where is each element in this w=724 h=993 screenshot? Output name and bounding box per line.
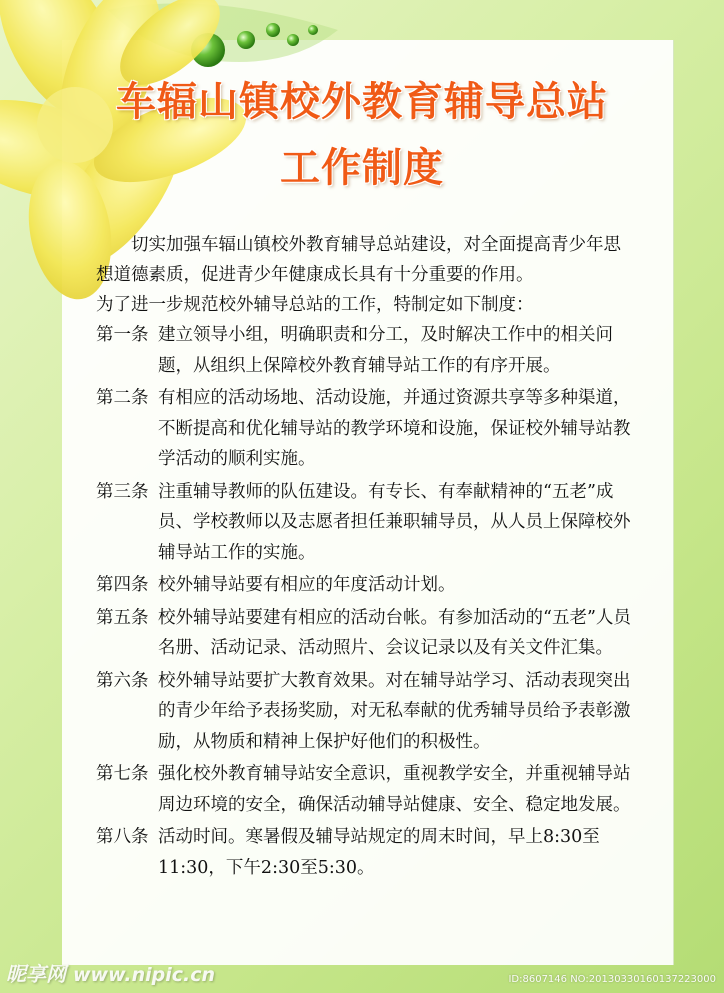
article-number: 第三条 xyxy=(96,481,149,502)
article-number: 第五条 xyxy=(96,607,149,628)
intro-section xyxy=(96,230,638,320)
article-text: 注重辅导教师的队伍建设。有专长、有奉献精神的“五老”成员、学校教师以及志愿者担任兼职辅导员，从人员上保障校外辅导站工作的实施。 xyxy=(158,481,631,563)
article-number: 第一条 xyxy=(96,325,149,345)
article-number: 第六条 xyxy=(96,670,149,691)
intro-paragraph: 切实加强车辐山镇校外教育辅导总站建设，对全面提高青少年思想道德素质，促进青少年健康成长具有十分重要的作用。 xyxy=(96,235,621,285)
article-item xyxy=(96,570,641,601)
article-item xyxy=(96,759,641,820)
article-item xyxy=(96,603,641,664)
article-item xyxy=(96,320,641,381)
image-id-text: ID:8607146 NO:20130330160137223000 xyxy=(508,974,716,985)
articles-list xyxy=(96,320,641,885)
article-item xyxy=(96,666,641,758)
article-number: 第四条 xyxy=(96,575,149,595)
article-number: 第八条 xyxy=(96,827,149,847)
article-text: 有相应的活动场地、活动设施，并通过资源共享等多种渠道，不断提高和优化辅导站的教学环境和设施，保证校外辅导站教学活动的顺利实施。 xyxy=(158,388,631,469)
article-item xyxy=(96,383,641,475)
article-item xyxy=(96,822,641,883)
intro-statement: 为了进一步规范校外辅导总站的工作，特制定如下制度： xyxy=(96,295,534,315)
article-number: 第七条 xyxy=(96,764,149,784)
watermark-brand: 昵享网 xyxy=(6,962,66,986)
article-text: 建立领导小组，明确职责和分工，及时解决工作中的相关问题，从组织上保障校外教育辅导站工作的有序开展。 xyxy=(158,325,613,376)
article-text: 校外辅导站要有相应的年度活动计划。 xyxy=(158,575,456,595)
article-item xyxy=(96,477,641,569)
article-text: 校外辅导站要建有相应的活动台帐。有参加活动的“五老”人员名册、活动记录、活动照片、会议记录以及有关文件汇集。 xyxy=(158,607,631,658)
article-number: 第二条 xyxy=(96,388,149,408)
page-subtitle: 工作制度 xyxy=(280,145,444,191)
watermark-logo xyxy=(6,958,215,987)
article-text: 活动时间。寒暑假及辅导站规定的周末时间，早上8:30至11:30，下午2:30至5:30。 xyxy=(158,827,600,878)
article-text: 强化校外教育辅导站安全意识，重视教学安全，并重视辅导站周边环境的安全，确保活动辅导站健康、安全、稳定地发展。 xyxy=(158,764,631,815)
article-text: 校外辅导站要扩大教育效果。对在辅导站学习、活动表现突出的青少年给予表扬奖励，对无私奉献的优秀辅导员给予表彰激励，从物质和精神上保护好他们的积极性。 xyxy=(158,670,631,752)
watermark-url: www.nipic.cn xyxy=(72,964,216,986)
page-title: 车辐山镇校外教育辅导总站 xyxy=(116,79,608,125)
